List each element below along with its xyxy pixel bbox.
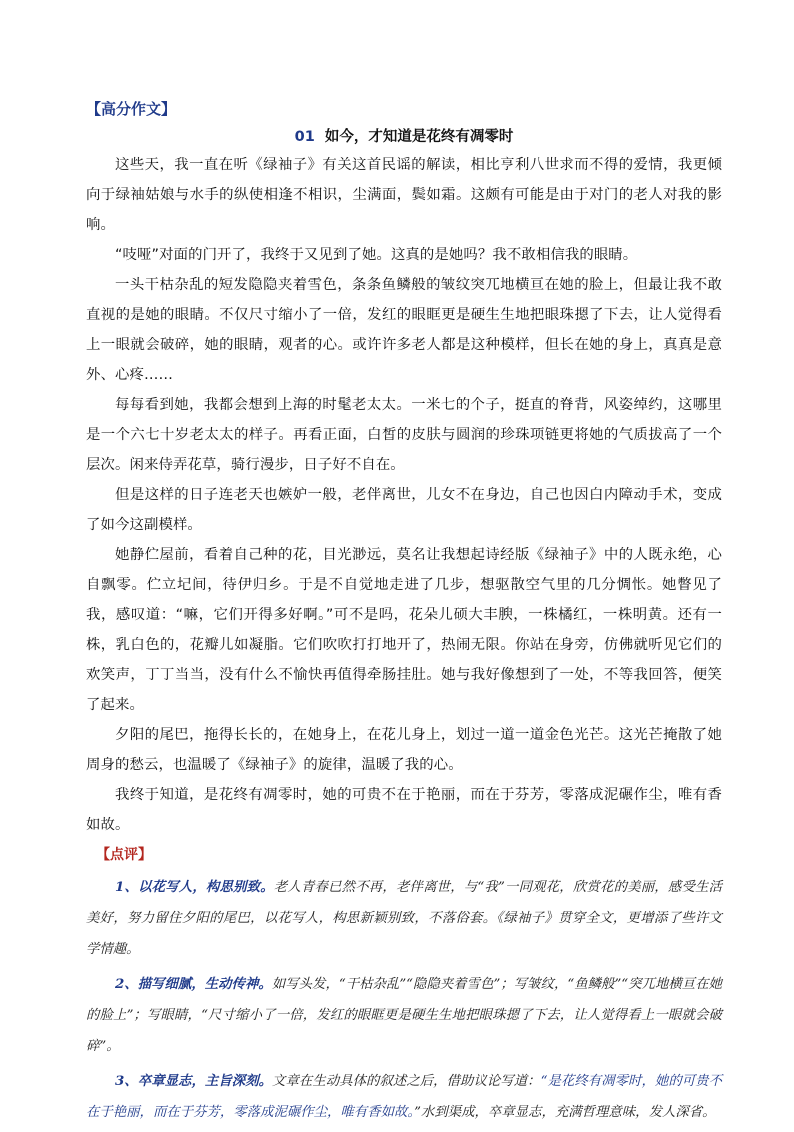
comment-item-3-head: 3、卒章显志，主旨深刻。 <box>115 1073 273 1089</box>
comment-item-2-text: 如写头发，“干枯杂乱”“隐隐夹着雪色”；写皱纹，“鱼鳞般”“突兀地横亘在她的脸上”；写眼睛，“尺寸缩小了一倍，发红的眼眶更是硬生生地把眼珠摁了下去，让人觉得看上一眼就会破碎”。 <box>86 977 722 1054</box>
comment-item-3 <box>86 1066 722 1128</box>
comment-tag: 【点评】 <box>96 847 152 863</box>
article-paragraph-3: 一头干枯杂乱的短发隐隐夹着雪色，条条鱼鳞般的皱纹突兀地横亘在她的脸上，但最让我不敢直视的是她的眼睛。不仅尺寸缩小了一倍，发红的眼眶更是硬生生地把眼珠摁了下去，让人觉得看上一眼就会破碎，她的眼睛，观者的心。或许许多老人都是这种模样，但长在她的身上，真真是意外、心疼…… <box>86 277 722 383</box>
article-number: 01 <box>294 129 315 145</box>
article-paragraph-7: 夕阳的尾巴，拖得长长的，在她身上，在花儿身上，划过一道一道金色光芒。这光芒掩散了她周身的愁云，也温暖了《绿袖子》的旋律，温暖了我的心。 <box>86 727 722 773</box>
comment-item-1 <box>86 872 722 965</box>
comment-item-2-head: 2、描写细腻，生动传神。 <box>115 976 272 992</box>
comment-item-3-quote: “是花终有凋零时，她的可贵不在于艳丽，而在于芬芳，零落成泥碾作尘，唯有香如故。 <box>86 1074 722 1120</box>
document-page <box>86 96 722 1132</box>
article-paragraph-4: 每每看到她，我都会想到上海的时髦老太太。一米七的个子，挺直的脊背，风姿绰约，这哪里是一个六七十岁老太太的样子。再看正面，白皙的皮肤与圆润的珍珠项链更将她的气质拔高了一个层次。闲来侍弄花草，骑行漫步，日子好不自在。 <box>86 397 722 473</box>
comment-item-2 <box>86 969 722 1062</box>
comment-item-3-text-after: ”水到渠成，卒章显志，充满哲理意味，发人深省。 <box>414 1105 716 1120</box>
section-tag: 【高分作文】 <box>86 100 177 118</box>
article-title: 如今，才知道是花终有凋零时 <box>324 129 514 145</box>
article-paragraph-8: 我终于知道，是花终有凋零时，她的可贵不在于艳丽，而在于芬芳，零落成泥碾作尘，唯有香如故。 <box>86 787 722 833</box>
comment-item-1-text: 老人青春已然不再，老伴离世，与“我”一同观花，欣赏花的美丽，感受生活美好，努力留住夕阳的尾巴，以花写人，构思新颖别致，不落俗套。《绿袖子》贯穿全文，更增添了些许文学情趣。 <box>86 880 722 957</box>
article-title-line <box>86 124 722 150</box>
comment-item-1-head: 1、以花写人，构思别致。 <box>115 879 274 895</box>
article-paragraph-1: 这些天，我一直在听《绿袖子》有关这首民谣的解读，相比亨利八世求而不得的爱情，我更倾向于绿袖姑娘与水手的纵使相逢不相识，尘满面，鬓如霜。这颇有可能是由于对门的老人对我的影响。 <box>86 157 722 233</box>
article-paragraph-6: 她静伫屋前，看着自己种的花，目光渺远，莫名让我想起诗经版《绿袖子》中的人既永绝，心自飘零。伫立圮间，待伊归乡。于是不自觉地走进了几步，想驱散空气里的几分惆怅。她瞥见了我，感叹道：“嘛，它们开得多好啊。”可不是吗，花朵儿硕大丰腴，一株橘红，一株明黄。还有一株，乳白色的，花瓣儿如凝脂。它们吹吹打打地开了，热闹无限。你站在身旁，仿佛就听见它们的欢笑声，丁丁当当，没有什么不愉快再值得牵肠挂肚。她与我好像想到了一处，不等我回答，便笑了起来。 <box>86 547 722 713</box>
article-paragraph-2: “吱哑”对面的门开了，我终于又见到了她。这真的是她吗？我不敢相信我的眼睛。 <box>115 247 638 263</box>
comment-item-3-text-before: 文章在生动具体的叙述之后，借助议论写道： <box>272 1074 541 1089</box>
article-paragraph-5: 但是这样的日子连老天也嫉妒一般，老伴离世，儿女不在身边，自己也因白内障动手术，变成了如今这副模样。 <box>86 487 722 533</box>
